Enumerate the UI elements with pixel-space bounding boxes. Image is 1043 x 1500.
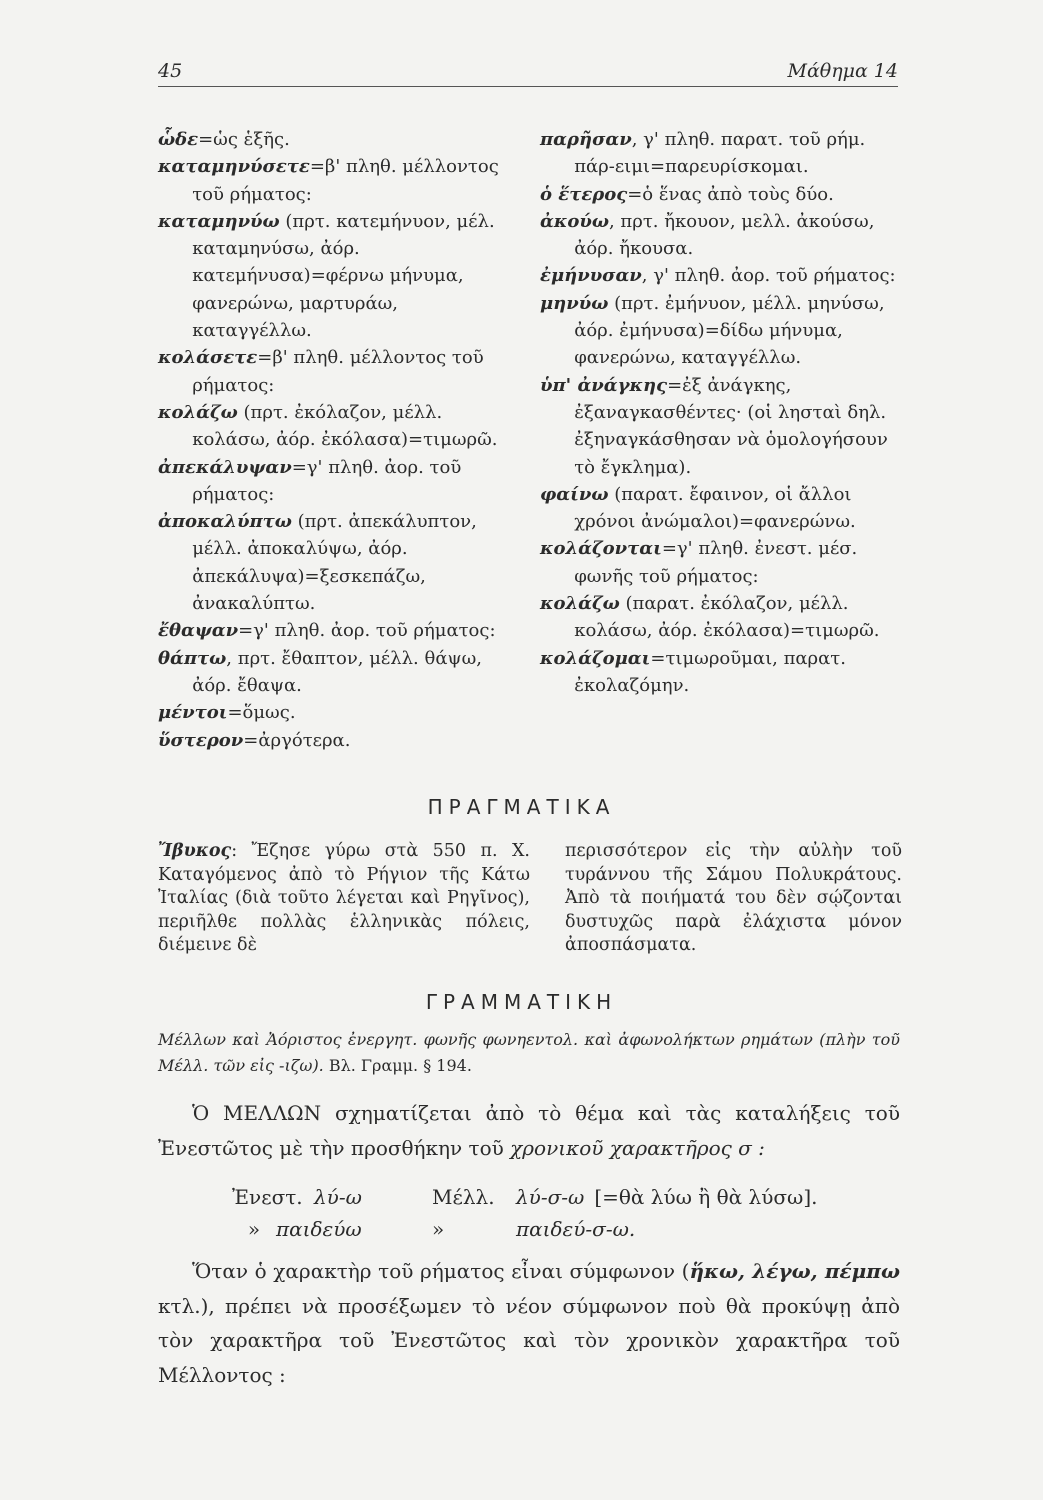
example-2-future: παιδεύ-σ-ω. [516, 1217, 636, 1241]
example-1-future: λύ-σ-ω [516, 1185, 585, 1209]
vocab-entry [540, 262, 902, 289]
vocab-entry [540, 126, 902, 181]
vocab-entry [158, 153, 518, 208]
vocab-entry [158, 344, 518, 399]
vocab-definition: =ὡς ἑξῆς. [198, 129, 290, 150]
vocab-headword: ὑπ' ἀνάγκης [540, 374, 668, 396]
vocab-definition: (πρτ. κατεμήνυον, μέλ. καταμηνύσω, ἀόρ. κατεμήνυσα)=φέρνω μήνυμα, φανερώνω, μαρτυράω, καταγγέλλω. [192, 210, 495, 342]
vocab-headword: ὁ ἕτερος [540, 183, 628, 205]
vocab-entry [158, 454, 518, 509]
vocab-definition: , πρτ. ἔθαπτον, μέλλ. θάψω, ἀόρ. ἔθαψα. [192, 647, 483, 696]
paragraph-lead: Ὁ ΜΕΛΛΩΝ [192, 1101, 322, 1125]
realia-headword: Ἴβυκος [158, 841, 232, 861]
vocab-headword: φαίνω [540, 483, 609, 505]
vocab-definition: , γ' πληθ. ἀορ. τοῦ ρήματος: [641, 265, 896, 287]
paragraph-1-text: σχηματίζεται ἀπὸ τὸ θέμα καὶ τὰς καταλήξεις τοῦ Ἐνεστῶτος μὲ τὴν προσθήκην τοῦ [158, 1101, 900, 1160]
vocab-definition: =ὅμως. [227, 702, 296, 724]
example-2-ditto: » [247, 1217, 261, 1241]
vocab-definition: =β' πληθ. μέλλοντος τοῦ ρήματος: [192, 347, 484, 396]
vocab-definition: (πρτ. ἀπεκάλυπτον, μέλλ. ἀποκαλύψω, ἀόρ. ἀπεκάλυψα)=ξεσκεπάζω, ἀνακαλύπτω. [192, 511, 477, 615]
vocab-headword: κολάζομαι [540, 647, 651, 669]
vocab-entry [540, 590, 902, 645]
vocab-definition: =γ' πληθ. ἐνεστ. μέσ. φωνῆς τοῦ ρήματος: [574, 538, 858, 587]
example-2-ditto-2: » [432, 1217, 445, 1241]
grammar-paragraph-2 [158, 1254, 900, 1392]
page-header [158, 56, 898, 87]
vocab-entry [540, 290, 902, 372]
vocab-entry [540, 181, 902, 208]
vocab-definition: =ὁ ἕνας ἀπὸ τοὺς δύο. [627, 183, 834, 205]
vocab-headword: ὧδε [158, 129, 199, 150]
vocab-definition: (παρατ. ἐκόλαζον, μέλλ. κολάσω, ἀόρ. ἐκόλασα)=τιμωρῶ. [574, 593, 880, 642]
realia-right-column [565, 840, 902, 958]
example-1-gloss: [=θὰ λύω ἢ θὰ λύσω]. [594, 1185, 818, 1209]
vocab-entry [158, 126, 518, 153]
vocab-headword: θάπτω [158, 647, 227, 669]
vocab-definition: =β' πληθ. μέλλοντος τοῦ ρήματος: [192, 156, 499, 205]
vocab-entry [540, 645, 902, 700]
vocab-headword: καταμηνύσετε [158, 156, 310, 178]
example-1-present: λύ-ω [314, 1185, 362, 1209]
paragraph-2-text-b: κτλ.), πρέπει νὰ προσέξωμεν τὸ νέον σύμφωνον ποὺ θὰ προκύψῃ ἀπὸ τὸν χαρακτῆρα τοῦ Ἐνεστῶτος καὶ τὸν χρονικὸν χαρακτῆρα τοῦ Μέλλοντος : [158, 1293, 900, 1387]
vocabulary-right-column [540, 126, 902, 699]
vocab-headword: κολάσετε [158, 347, 258, 369]
grammar-reference: Βλ. Γραμμ. § 194. [328, 1056, 472, 1075]
vocab-definition: (πρτ. ἐκόλαζον, μέλλ. κολάσω, ἀόρ. ἐκόλασα)=τιμωρῶ. [192, 401, 498, 451]
example-2-present: παιδεύω [276, 1217, 362, 1241]
vocab-definition: , πρτ. ἤκουον, μελλ. ἀκούσω, ἀόρ. ἤκουσα. [574, 210, 875, 260]
vocab-entry [158, 208, 518, 344]
vocab-headword: ἀποκαλύπτω [158, 511, 292, 533]
vocab-entry [158, 645, 518, 700]
vocab-headword: ἀκούω [540, 210, 609, 232]
realia-left-text: : Ἔζησε γύρω στὰ 550 π. Χ. Καταγόμενος ἀπὸ τὸ Ρήγιον τῆς Κάτω Ἰταλίας (διὰ τοῦτο λέγεται καὶ Ρηγῖνος), περιῆλθε πολλὰς ἑλληνικὰς πόλεις, διέμεινε δὲ [158, 841, 530, 955]
vocab-definition: , γ' πληθ. παρατ. τοῦ ρήμ. πάρ-ειμι=παρευρίσκομαι. [574, 129, 866, 178]
vocab-definition: =τιμωροῦμαι, παρατ. ἐκολαζόμην. [574, 647, 846, 696]
paragraph-2-examples: ἥκω, λέγω, πέμπω [689, 1259, 900, 1283]
vocab-definition: =γ' πληθ. ἀορ. τοῦ ρήματος: [192, 456, 462, 505]
vocabulary-left-column [158, 126, 518, 754]
vocab-headword: κολάζονται [540, 538, 662, 560]
vocab-entry [540, 208, 902, 263]
vocab-entry [540, 535, 902, 590]
vocab-entry [540, 372, 902, 481]
vocab-entry [158, 508, 518, 617]
vocab-definition: (παρατ. ἔφαινον, οἱ ἄλλοι χρόνοι ἀνώμαλοι)=φανερώνω. [574, 483, 856, 533]
vocab-headword: μηνύω [540, 292, 609, 314]
vocab-headword: ὕστερον [158, 729, 244, 751]
vocab-headword: ἔθαψαν [158, 620, 239, 642]
page-number: 45 [158, 60, 183, 82]
realia-left-column [158, 840, 530, 958]
paragraph-2-text-a: Ὅταν ὁ χαρακτὴρ τοῦ ρήματος εἶναι σύμφωνον ( [192, 1259, 690, 1283]
vocab-definition: =ἀργότερα. [243, 729, 351, 751]
vocab-entry [158, 399, 518, 454]
vocab-entry [158, 727, 518, 754]
vocab-definition: =γ' πληθ. ἀορ. τοῦ ρήματος: [238, 620, 496, 642]
example-row-2 [232, 1212, 635, 1246]
vocab-headword: μέντοι [158, 702, 228, 724]
vocab-definition: (πρτ. ἐμήνυον, μέλλ. μηνύσω, ἀόρ. ἐμήνυσα)=δίδω μήνυμα, φανερώνω, καταγγέλλω. [574, 292, 885, 369]
vocab-headword: παρῆσαν [540, 129, 632, 150]
grammar-paragraph-1 [158, 1096, 900, 1165]
vocab-headword: καταμηνύω [158, 210, 280, 232]
vocab-entry [158, 699, 518, 726]
vocab-entry [540, 481, 902, 536]
vocab-entry [158, 617, 518, 644]
vocab-headword: κολάζω [540, 593, 620, 615]
vocab-headword: κολάζω [158, 401, 238, 423]
paragraph-1-italic: χρονικοῦ χαρακτῆρος σ : [510, 1135, 765, 1160]
vocab-headword: ἐμήνυσαν [540, 265, 642, 287]
grammar-heading: ΓΡΑΜΜΑΤΙΚΗ [425, 990, 618, 1014]
realia-heading: ΠΡΑΓΜΑΤΙΚΑ [427, 795, 616, 819]
grammar-note-text: Μέλλων καὶ Ἀόριστος ἐνεργητ. φωνῆς φωνηεντολ. καὶ ἀφωνολήκτων ρημάτων (πλὴν τοῦ Μέλλ. τῶν εἰς -ιζω). [158, 1030, 900, 1075]
realia-right-text: περισσότερον εἰς τὴν αὐλὴν τοῦ τυράννου τῆς Σάμου Πολυκράτους. Ἀπὸ τὰ ποιήματά του δὲν σῴζονται δυστυχῶς παρὰ ἐλάχιστα μόνον ἀποσπάσματα. [565, 841, 902, 955]
grammar-note [158, 1027, 900, 1079]
example-1-tense: Ἐνεστ. [232, 1185, 303, 1209]
lesson-title: Μάθημα 14 [787, 60, 898, 82]
example-1-future-label: Μέλλ. [432, 1185, 495, 1209]
vocab-definition: =ἐξ ἀνάγκης, ἐξαναγκασθέντες· (οἱ λησταὶ δηλ. ἐξηναγκάσθησαν νὰ ὁμολογήσουν τὸ ἔγκλημα). [574, 374, 888, 478]
vocab-headword: ἀπεκάλυψαν [158, 456, 292, 478]
example-row-1 [232, 1180, 817, 1214]
